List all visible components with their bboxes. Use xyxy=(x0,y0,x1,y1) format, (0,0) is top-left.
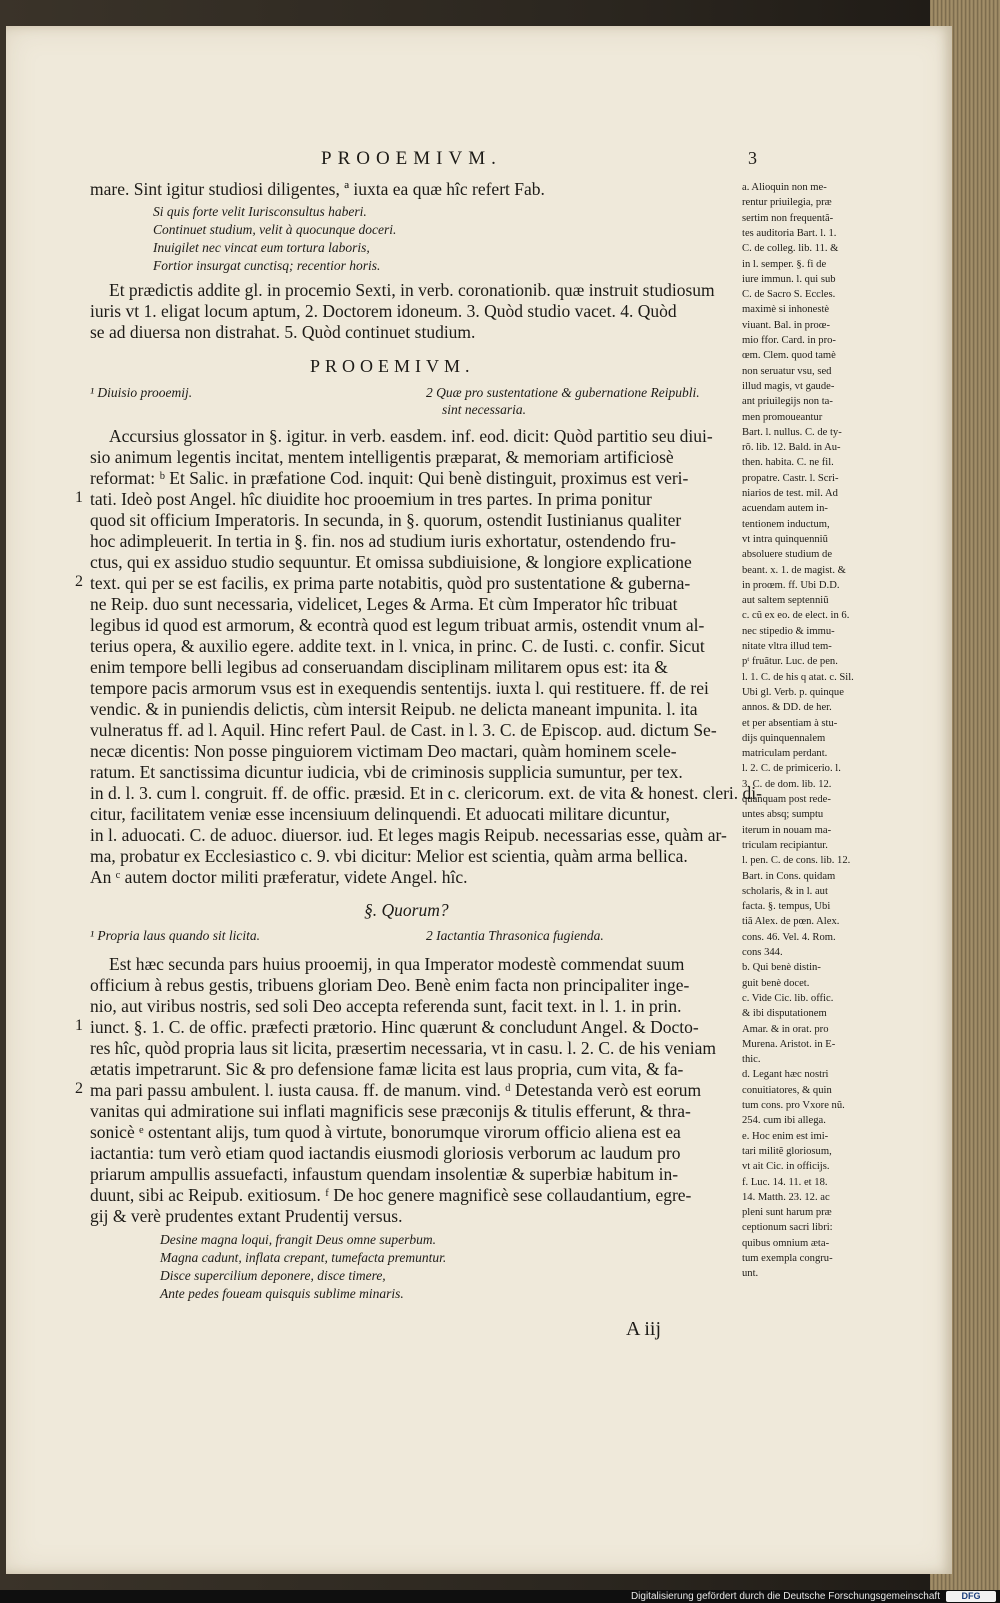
text-line: ætatis impetrarunt. Sic & pro defensione famæ licita est laus propria, cum vita, & fa- xyxy=(90,1059,684,1079)
text-line: Et prædictis addite gl. in procemio Sexti, in verb. coronationib. quæ instruit studiosum xyxy=(109,280,715,300)
summary-item: 2 Quæ pro sustentatione & gubernatione Reipubli. xyxy=(426,385,700,400)
summary-item: ¹ Diuisio prooemij. xyxy=(90,385,193,400)
margin-note-line: Bart. in Cons. quidam xyxy=(742,870,836,882)
text-line: ma pari passu ambulent. l. iusta causa. ff. de manum. vind. ᵈ Detestanda verò est eorum xyxy=(90,1080,702,1100)
margin-note-line: non seruatur vsu, sed xyxy=(742,365,832,377)
verse-line: Fortior insurgat cunctisq; recentior horis. xyxy=(153,258,381,273)
text-line: vulneratus ff. ad l. Aquil. Hinc refert Paul. de Cast. in l. 3. C. de Episcop. aud. dictum Se- xyxy=(90,720,717,740)
summary-item: sint necessaria. xyxy=(442,402,526,417)
margin-note-line: beant. x. 1. de magist. & xyxy=(742,564,846,576)
text-line: text. qui per se est facilis, ex prima parte notabitis, quòd pro sustentatione & guberna- xyxy=(90,573,691,593)
margin-note-line: l. 1. C. de his q atat. c. Sil. xyxy=(742,671,854,683)
text-line: iunct. §. 1. C. de offic. præfecti prætorio. Hinc quærunt & concludunt Angel. & Docto- xyxy=(90,1017,699,1037)
margin-note-line: cons 344. xyxy=(742,947,783,958)
text-line: sonicè ᵉ ostentant alijs, tum quod à virtute, bonorumque virorum officio aliena est ea xyxy=(90,1122,681,1142)
text-line: terius opera, & auxilio egere. addite text. in l. vnica, in princ. C. de Iusti. c. confir. Sicut xyxy=(90,636,705,656)
running-head: PROOEMIVM. xyxy=(321,148,502,169)
margin-note-line: absoluere studium de xyxy=(742,549,833,561)
margin-note-line: Ubi gl. Verb. p. quinque xyxy=(742,686,844,698)
text-line: ratum. Et sanctissima dicuntur iudicia, vbi de criminosis supplicia sumuntur, per tex. xyxy=(90,762,683,782)
margin-note-line: quibus omnium æta- xyxy=(742,1237,830,1249)
margin-note-line: scholaris, & in l. aut xyxy=(742,885,828,897)
margin-note-line: f. Luc. 14. 11. et 18. xyxy=(742,1176,828,1188)
margin-note-line: acuendam autem in- xyxy=(742,503,828,515)
margin-note-line: tum cons. pro Vxore nũ. xyxy=(742,1100,845,1111)
margin-note-line: propatre. Castr. l. Scri- xyxy=(742,472,839,484)
text-line: iactantia: tum verò etiam quod iactandis eiusmodi gloriosis verborum ac laudum pro xyxy=(90,1143,681,1163)
margin-note-line: facta. §. tempus, Ubi xyxy=(742,901,831,913)
margin-note-line: sertim non frequentã- xyxy=(742,212,834,224)
verse-line: Continuet studium, velit à quocunque doceri. xyxy=(153,222,397,237)
text-line: hoc adimpleuerit. In tertia in §. fin. nos ad studium iuris exhortatur, ostendendo fru- xyxy=(90,531,676,551)
text-line: sio animum legentis incitat, mentem intelligentis præparat, & memoriam artificiosè xyxy=(90,447,674,467)
dfg-logo: DFG xyxy=(946,1591,996,1602)
margin-note-line: tentionem inductum, xyxy=(742,518,830,530)
margin-note-line: Amar. & in orat. pro xyxy=(742,1023,829,1035)
text-line: duunt, sibi ac Reipub. exitiosum. ᶠ De hoc genere magnificè sese collaudantium, egre- xyxy=(90,1185,692,1205)
text-line: citur, facilitatem veniæ esse incensiuum delinquendi. Et aduocati militare dicuntur, xyxy=(90,804,670,824)
margin-note-line: mio ffor. Card. in pro- xyxy=(742,335,836,346)
text-line: necæ dicentis: Non posse pinguiorem victimam Deo mactari, quàm hominem scele- xyxy=(90,741,677,761)
summary-item: ¹ Propria laus quando sit licita. xyxy=(90,928,261,943)
line-number: 1 xyxy=(75,489,83,506)
margin-note-line: Bart. l. nullus. C. de ty- xyxy=(742,426,842,438)
text-line: Est hæc secunda pars huius prooemij, in qua Imperator modestè commendat suum xyxy=(109,954,685,974)
margin-note-line: untes absq; sumptu xyxy=(742,809,824,821)
margin-note-line: conuitiatores, & quin xyxy=(742,1084,832,1096)
text-line: in l. aduocati. C. de aduoc. diuersor. iud. Et leges magis Reipub. necessarias esse, quàm ar- xyxy=(90,825,727,845)
text-line: ctus, qui ex assiduo studio sequuntur. Et omissa subdiuisione, & longiore explicatione xyxy=(90,552,692,572)
margin-note-line: 14. Matth. 23. 12. ac xyxy=(742,1191,830,1203)
margin-note-line: unt. xyxy=(742,1268,759,1280)
margin-note-line: in proœm. ff. Ubi D.D. xyxy=(742,579,840,591)
section-title: PROOEMIVM. xyxy=(310,356,475,376)
verse-line: Desine magna loqui, frangit Deus omne superbum. xyxy=(160,1232,436,1247)
margin-note-line: then. habita. C. ne fil. xyxy=(742,457,834,469)
margin-note-line: rentur priuilegia, præ xyxy=(742,197,832,209)
margin-note-line: c. Vide Cic. lib. offic. xyxy=(742,992,834,1004)
margin-note-line: d. Legant hæc nostri xyxy=(742,1069,829,1081)
margin-note-line: men promoueantur xyxy=(742,411,823,423)
margin-note-line: b. Qui benè distin- xyxy=(742,962,821,974)
page-number: 3 xyxy=(748,148,757,168)
text-line: vendic. & in puniendis delictis, cùm intersit Reipub. ne delicta maneant impunita. l. ita xyxy=(90,699,698,719)
margin-note-line: illud magis, vt gaude- xyxy=(742,380,835,392)
text-line: quod sit officium Imperatoris. In secunda, in §. quorum, ostendit Iustinianus qualiter xyxy=(90,510,682,530)
margin-note-line: vt ait Cic. in officijs. xyxy=(742,1161,830,1173)
margin-note-line: tum exempla congru- xyxy=(742,1253,833,1264)
margin-note-line: e. Hoc enim est imi- xyxy=(742,1130,829,1142)
verse-line: Si quis forte velit Iurisconsultus haberi. xyxy=(153,204,367,219)
text-line: vanitas qui admiratione sui inflati magnificis sese præconijs & titulis efferunt, & thra- xyxy=(90,1101,691,1121)
margin-note-line: ceptionum sacri libri: xyxy=(742,1222,833,1234)
margin-note-line: iterum in nouam ma- xyxy=(742,824,832,836)
margin-note-line: triculam recipiantur. xyxy=(742,839,828,851)
text-line: in d. l. 3. cum l. congruit. ff. de offic. præsid. Et in c. clericorum. ext. de vita & honest. cleri. di- xyxy=(90,783,762,803)
footer-credit: Digitalisierung gefördert durch die Deutsche Forschungsgemeinschaft xyxy=(630,1591,940,1602)
margin-note-line: matriculam perdant. xyxy=(742,748,828,760)
margin-note-line: maximè si inhonestè xyxy=(742,304,830,316)
verse-line: Disce supercilium deponere, disce timere, xyxy=(160,1268,386,1283)
text-line: iuris vt 1. eligat locum aptum, 2. Doctorem idoneum. 3. Quòd studio vacet. 4. Quòd xyxy=(90,301,677,321)
margin-note-line: tes auditoria Bart. l. 1. xyxy=(742,227,837,239)
margin-note-line: rõ. lib. 12. Bald. in Au- xyxy=(742,442,841,454)
book-page xyxy=(6,26,952,1574)
text-line: nio, aut viribus nostris, sed soli Deo accepta referenda sunt, facit text. in l. 1. in prin. xyxy=(90,996,682,1016)
text-line: Accursius glossator in §. igitur. in verb. easdem. inf. eod. dicit: Quòd partitio seu diui- xyxy=(109,426,713,446)
margin-note-line: iure immun. l. qui sub xyxy=(742,273,836,285)
signature-mark: A iij xyxy=(626,1318,662,1340)
text-line: An ᶜ autem doctor militi præferatur, videte Angel. hîc. xyxy=(90,867,468,887)
margin-note-line: et per absentiam à stu- xyxy=(742,717,838,729)
margin-note-line: c. cũ ex eo. de elect. in 6. xyxy=(742,610,850,622)
margin-note-line: thic. xyxy=(742,1054,761,1066)
margin-note-line: 254. cum ibi allega. xyxy=(742,1115,826,1127)
margin-note-line: C. de Sacro S. Eccles. xyxy=(742,289,836,301)
line-number: 2 xyxy=(75,573,83,590)
text-line: officium à rebus gestis, tribuens gloriam Deo. Benè enim facta non principaliter inge- xyxy=(90,975,690,995)
margin-note-line: niarios de test. mil. Ad xyxy=(742,488,838,499)
text-line: tempore pacis armorum vsus est in exequendis sententijs. iuxta l. qui restituere. ff. de rei xyxy=(90,678,709,698)
margin-note-line: 3. C. de dom. lib. 12. xyxy=(742,778,832,790)
margin-note-line: Murena. Aristot. in E- xyxy=(742,1038,836,1050)
margin-note-line: tari militẽ gloriosum, xyxy=(742,1145,832,1157)
margin-note-line: aut saltem septenniũ xyxy=(742,595,829,607)
margin-note-line: viuant. Bal. in proœ- xyxy=(742,319,830,331)
verse-line: Magna cadunt, inflata crepant, tumefacta premuntur. xyxy=(160,1250,447,1265)
margin-note-line: a. Alioquin non me- xyxy=(742,182,827,193)
margin-note-line: in l. semper. §. fi de xyxy=(742,258,827,270)
margin-note-line: l. 2. C. de primicerio. l. xyxy=(742,763,841,775)
verse-line: Ante pedes foueam quisquis sublime minaris. xyxy=(160,1286,404,1301)
margin-note-line: annos. & DD. de her. xyxy=(742,702,832,714)
margin-note-line: nitate vltra illud tem- xyxy=(742,641,832,652)
margin-note-line: dijs quinquennalem xyxy=(742,732,826,744)
margin-note-line: quanquam post rede- xyxy=(742,794,831,805)
margin-note-line: vt intra quinquenniũ xyxy=(742,533,828,545)
margin-note-line: pleni sunt harum præ xyxy=(742,1207,832,1219)
line-number: 1 xyxy=(75,1017,83,1034)
margin-note-line: guit benè docet. xyxy=(742,977,810,989)
text-line: enim tempore belli legibus ad conseruandam disciplinam militarem opus est: ita & xyxy=(90,657,668,677)
section-title: §. Quorum? xyxy=(364,900,449,920)
text-line: res hîc, quòd propria laus sit licita, præsertim necessaria, vt in casu. l. 2. C. de his veniam xyxy=(90,1038,716,1058)
margin-note-line: l. pen. C. de cons. lib. 12. xyxy=(742,855,851,867)
margin-note-line: cons. 46. Vel. 4. Rom. xyxy=(742,931,836,943)
margin-note-line: pᵗ fruãtur. Luc. de pen. xyxy=(742,656,838,668)
text-line: ma, probatur ex Ecclesiastico c. 9. vbi dicitur: Melior est scientia, quàm arma bellica. xyxy=(90,846,688,866)
margin-note-line: œm. Clem. quod tamè xyxy=(742,350,836,362)
text-line: se ad diuersa non distrahat. 5. Quòd continuet studium. xyxy=(90,322,476,342)
text-line: tati. Ideò post Angel. hîc diuidite hoc prooemium in tres partes. In prima ponitur xyxy=(90,489,652,509)
text-line: gij & verè prudentes extant Prudentij versus. xyxy=(90,1206,403,1226)
margin-note-line: & ibi disputationem xyxy=(742,1008,827,1020)
text-line: legibus id quod est armorum, & econtrà quod est legum tribuat armis, ostendit vnum al- xyxy=(90,615,705,635)
margin-note-line: tiã Alex. de pœn. Alex. xyxy=(742,916,840,928)
text-line: priarum ampullis assuefacti, infaustum quendam insolentiæ & superbiæ habitum in- xyxy=(90,1164,679,1184)
verse-line: Inuigilet nec vincat eum tortura laboris, xyxy=(153,240,370,255)
summary-item: 2 Iactantia Thrasonica fugienda. xyxy=(426,928,604,943)
margin-note-line: nec stipedio & immu- xyxy=(742,625,835,637)
margin-note-line: ant priuilegijs non ta- xyxy=(742,396,833,408)
intro-line: mare. Sint igitur studiosi diligentes, ª iuxta ea quæ hîc refert Fab. xyxy=(90,179,545,199)
text-line: ne Reip. duo sunt necessaria, videlicet, Leges & Arma. Et cùm Imperator hîc tribuat xyxy=(90,594,678,614)
line-number: 2 xyxy=(75,1080,83,1097)
text-line: reformat: ᵇ Et Salic. in præfatione Cod. inquit: Qui benè distinguit, proximus est veri- xyxy=(90,468,689,488)
margin-note-line: C. de colleg. lib. 11. & xyxy=(742,243,839,255)
